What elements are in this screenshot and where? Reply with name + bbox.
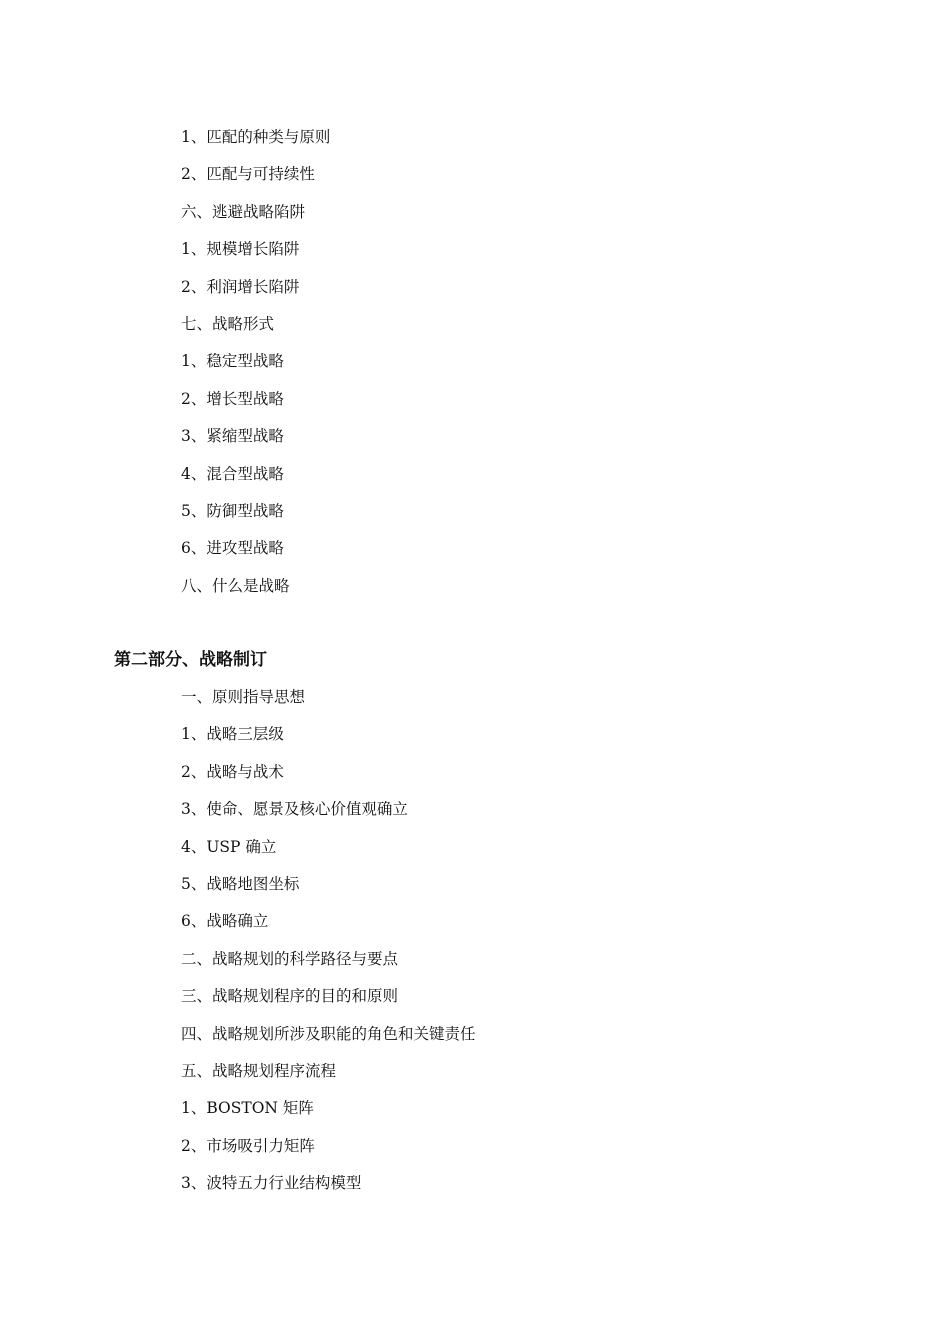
outline-item: 6、进攻型战略 (181, 539, 284, 558)
outline-item: 1、规模增长陷阱 (181, 240, 300, 259)
outline-item: 2、利润增长陷阱 (181, 277, 300, 296)
outline-item: 1、战略三层级 (181, 725, 284, 744)
outline-item: 五、战略规划程序流程 (181, 1061, 337, 1080)
outline-item: 3、波特五力行业结构模型 (181, 1174, 362, 1193)
outline-list-part-two (181, 686, 881, 1209)
outline-item: 3、使命、愿景及核心价值观确立 (181, 800, 408, 819)
outline-item: 2、匹配与可持续性 (181, 165, 315, 184)
outline-item: 1、BOSTON 矩阵 (181, 1099, 314, 1118)
outline-item: 4、USP 确立 (181, 837, 277, 856)
outline-item: 2、增长型战略 (181, 389, 284, 408)
outline-item: 二、战略规划的科学路径与要点 (181, 949, 399, 968)
outline-item: 6、战略确立 (181, 912, 269, 931)
outline-item: 3、紧缩型战略 (181, 427, 284, 446)
outline-item: 三、战略规划程序的目的和原则 (181, 987, 399, 1006)
outline-item: 2、战略与战术 (181, 762, 284, 781)
outline-item: 5、防御型战略 (181, 501, 284, 520)
section-heading: 第二部分、战略制订 (114, 650, 267, 670)
outline-item: 1、匹配的种类与原则 (181, 128, 331, 146)
outline-item: 六、逃避战略陷阱 (181, 202, 306, 221)
outline-item: 一、原则指导思想 (181, 688, 306, 706)
outline-item: 八、什么是战略 (181, 576, 290, 595)
outline-item: 2、市场吸引力矩阵 (181, 1136, 315, 1155)
outline-list-part-one (181, 126, 881, 612)
outline-item: 1、稳定型战略 (181, 352, 284, 371)
outline-item: 七、战略形式 (181, 314, 275, 333)
outline-item: 四、战略规划所涉及职能的角色和关键责任 (181, 1024, 476, 1043)
outline-item: 4、混合型战略 (181, 464, 284, 483)
outline-item: 5、战略地图坐标 (181, 874, 300, 893)
